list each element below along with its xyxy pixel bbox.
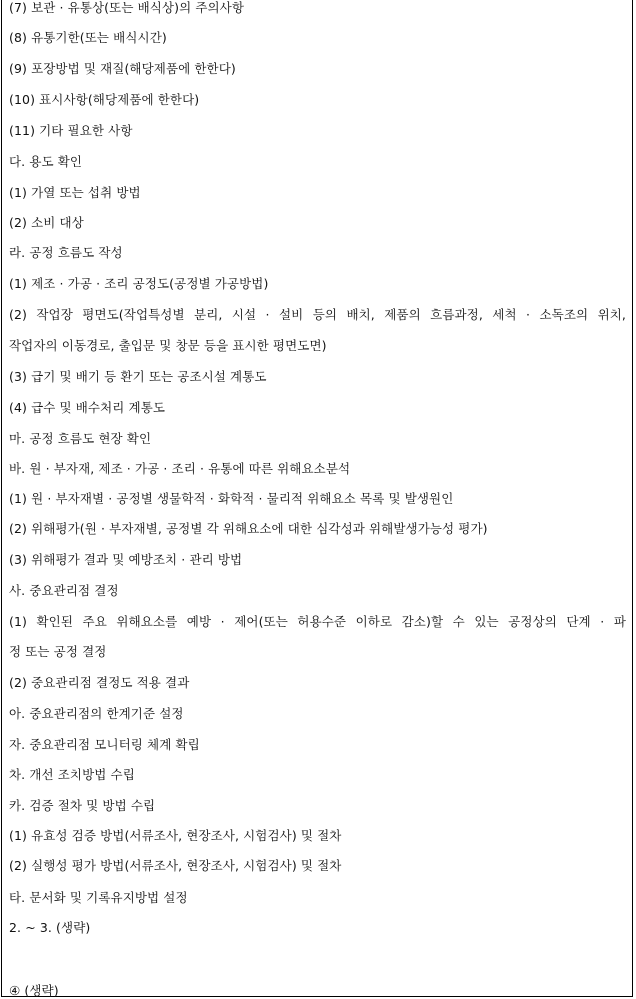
text-line: (3) 위해평가 결과 및 예방조치 · 관리 방법 xyxy=(9,552,243,567)
text-line: 작업자의 이동경로, 출입문 및 창문 등을 표시한 평면도면) xyxy=(9,338,327,353)
text-line: (2) 작업장 평면도(작업특성별 분리, 시설 · 설비 등의 배치, 제품의 흐름과정, 세척 · 소독조의 위치, xyxy=(9,307,626,322)
text-line: (8) 유통기한(또는 배식시간) xyxy=(9,30,167,45)
text-line: ④ (생략) xyxy=(9,983,59,998)
section-heading: 카. 검증 절차 및 방법 수립 xyxy=(9,798,156,813)
text-line: (4) 급수 및 배수처리 계통도 xyxy=(9,400,166,415)
section-heading: 마. 공정 흐름도 현장 확인 xyxy=(9,431,152,446)
text-line: 정 또는 공정 결정 xyxy=(9,644,107,659)
text-line: (10) 표시사항(해당제품에 한한다) xyxy=(9,92,200,107)
section-heading: 타. 문서화 및 기록유지방법 설정 xyxy=(9,890,188,905)
text-line: (1) 확인된 주요 위해요소를 예방 · 제어(또는 허용수준 이하로 감소)할 수 있는 공정상의 단계 · 파 xyxy=(9,614,626,629)
text-line: (3) 급기 및 배기 등 환기 또는 공조시설 계통도 xyxy=(9,369,267,384)
text-line: (1) 가열 또는 섭취 방법 xyxy=(9,185,141,200)
section-heading: 바. 원 · 부자재, 제조 · 가공 · 조리 · 유통에 따른 위해요소분석 xyxy=(9,461,351,476)
section-heading: 사. 중요관리점 결정 xyxy=(9,583,119,598)
text-line: 2. ~ 3. (생략) xyxy=(9,920,91,935)
section-heading: 자. 중요관리점 모니터링 체계 확립 xyxy=(9,737,200,752)
text-line: (2) 위해평가(원 · 부자재별, 공정별 각 위해요소에 대한 심각성과 위해발생가능성 평가) xyxy=(9,521,488,536)
text-line: (2) 중요관리점 결정도 적용 결과 xyxy=(9,675,190,690)
text-line: (2) 실행성 평가 방법(서류조사, 현장조사, 시험검사) 및 절차 xyxy=(9,858,342,873)
text-line: (7) 보관 · 유통상(또는 배식상)의 주의사항 xyxy=(9,0,245,15)
text-line: (2) 소비 대상 xyxy=(9,215,84,230)
text-line: (1) 제조 · 가공 · 조리 공정도(공정별 가공방법) xyxy=(9,276,269,291)
section-heading: 다. 용도 확인 xyxy=(9,154,83,169)
section-heading: 아. 중요관리점의 한계기준 설정 xyxy=(9,706,184,721)
section-heading: 차. 개선 조치방법 수립 xyxy=(9,767,135,782)
document-frame xyxy=(1,0,633,997)
text-line: (1) 유효성 검증 방법(서류조사, 현장조사, 시험검사) 및 절차 xyxy=(9,828,342,843)
text-line: (1) 원 · 부자재별 · 공정별 생물학적 · 화학적 · 물리적 위해요소 목록 및 발생원인 xyxy=(9,491,454,506)
section-heading: 라. 공정 흐름도 작성 xyxy=(9,245,123,260)
text-line: (9) 포장방법 및 재질(해당제품에 한한다) xyxy=(9,61,236,76)
text-line: (11) 기타 필요한 사항 xyxy=(9,123,133,138)
